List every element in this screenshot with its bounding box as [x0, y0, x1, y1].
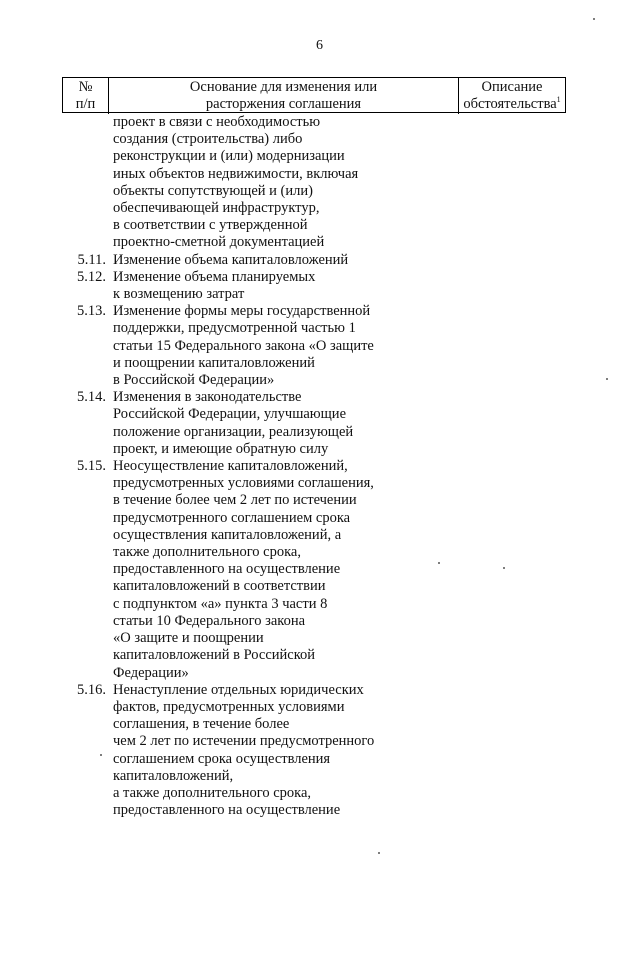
row-basis-text: [113, 389, 403, 458]
text-line: соглашением срока осуществления: [113, 750, 331, 767]
header-description-line-1: Описание: [481, 79, 543, 95]
row-number: 5.11.: [77, 251, 106, 268]
scan-speck: [503, 567, 505, 569]
text-line: капиталовложений,: [113, 767, 234, 784]
text-line: к возмещению затрат: [113, 286, 245, 303]
row-number: 5.16.: [77, 681, 106, 698]
header-basis-line-2: расторжения соглашения: [205, 96, 362, 112]
scan-speck: [438, 562, 440, 564]
row-basis-text: [113, 682, 403, 820]
amendment-grounds-table: [62, 77, 570, 977]
text-line: Федерации»: [113, 664, 189, 681]
text-line: обеспечивающей инфраструктур,: [113, 200, 320, 217]
row-basis-text: [113, 252, 403, 269]
text-line: и поощрении капиталовложений: [113, 354, 315, 371]
text-line: капиталовложений в соответствии: [113, 578, 326, 595]
text-line: предусмотренного соглашением срока: [113, 509, 351, 526]
page-number: 6: [316, 38, 323, 53]
text-line: в соответствии с утвержденной: [113, 217, 308, 234]
header-description-line-2: обстоятельства$^1$: [463, 95, 561, 112]
text-line: «О защите и поощрении: [113, 630, 264, 647]
row-number: 5.12.: [77, 268, 106, 285]
table-row: [62, 389, 570, 458]
text-line: Ненаступление отдельных юридических: [113, 681, 364, 698]
table-row: [62, 252, 570, 269]
row-basis-text: [113, 458, 403, 682]
table-row: [62, 269, 570, 303]
text-line: в Российской Федерации»: [113, 372, 275, 389]
text-line: чем 2 лет по истечении предусмотренного: [113, 733, 375, 750]
text-line: предусмотренных условиями соглашения,: [113, 475, 374, 492]
text-line: статьи 15 Федерального закона «О защите: [113, 337, 374, 354]
row-basis-text: [113, 269, 403, 303]
header-number-column: [63, 78, 109, 114]
text-line: проект, и имеющие обратную силу: [113, 440, 329, 457]
table-row: [62, 458, 570, 682]
header-basis-column: [109, 78, 459, 114]
text-line: Изменения в законодательстве: [113, 389, 302, 406]
text-line: положение организации, реализующей: [113, 423, 354, 440]
header-number-label: №: [78, 79, 93, 95]
text-line: поддержки, предусмотренной частью 1: [113, 320, 356, 337]
text-line: в течение более чем 2 лет по истечении: [113, 492, 357, 509]
text-line: статьи 10 Федерального закона: [113, 612, 306, 629]
footnote-marker: 1: [556, 95, 561, 105]
row-basis-text: [113, 114, 403, 252]
text-line: предоставленного на осуществление: [113, 802, 341, 819]
table-body: [62, 114, 570, 819]
scan-speck: [378, 852, 380, 854]
text-line: объекты сопутствующей и (или): [113, 182, 313, 199]
header-number-sublabel: п/п: [75, 96, 96, 112]
row-number: 5.13.: [77, 303, 106, 320]
text-line: иных объектов недвижимости, включая: [113, 165, 359, 182]
table-row: [62, 303, 570, 389]
table-row: [62, 682, 570, 820]
scan-speck: [606, 378, 608, 380]
row-basis-text: [113, 303, 403, 389]
text-line: также дополнительного срока,: [113, 544, 301, 561]
row-number: 5.14.: [77, 389, 106, 406]
table-header: [62, 77, 566, 113]
text-line: фактов, предусмотренных условиями: [113, 698, 345, 715]
text-line: предоставленного на осуществление: [113, 561, 341, 578]
text-line: с подпунктом «а» пункта 3 части 8: [113, 595, 328, 612]
text-line: реконструкции и (или) модернизации: [113, 148, 345, 165]
text-line: Российской Федерации, улучшающие: [113, 406, 346, 423]
scan-speck: [593, 18, 595, 20]
header-description-column: [459, 78, 565, 114]
text-line: Изменение объема капиталовложений: [113, 251, 349, 268]
text-line: соглашения, в течение более: [113, 716, 290, 733]
text-line: создания (строительства) либо: [113, 131, 303, 148]
header-basis-line-1: Основание для изменения или: [189, 79, 378, 95]
scan-speck: [100, 754, 102, 756]
text-line: Изменение объема планируемых: [113, 268, 316, 285]
text-line: проектно-сметной документацией: [113, 234, 325, 251]
text-line: Неосуществление капиталовложений,: [113, 458, 348, 475]
text-line: капиталовложений в Российской: [113, 647, 316, 664]
text-line: осуществления капиталовложений, а: [113, 526, 342, 543]
text-line: а также дополнительного срока,: [113, 784, 312, 801]
row-number: 5.15.: [77, 458, 106, 475]
table-row: [62, 114, 570, 252]
text-line: Изменение формы меры государственной: [113, 303, 371, 320]
text-line: проект в связи с необходимостью: [113, 114, 321, 130]
